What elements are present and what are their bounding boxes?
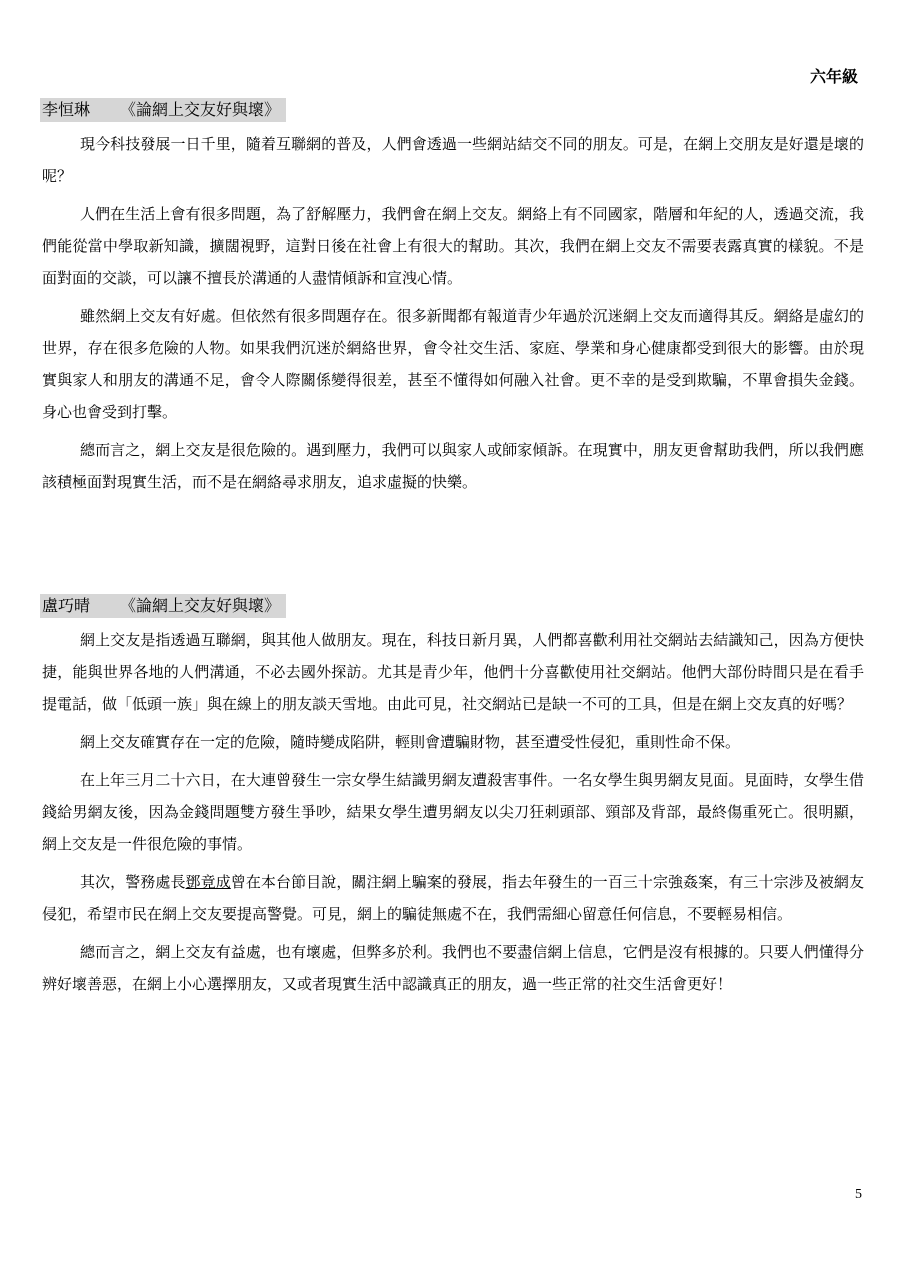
paragraph: [42, 866, 864, 930]
paragraph-text: 其次，警務處長: [80, 873, 186, 891]
author-name: 盧巧晴: [42, 596, 91, 615]
essay-title: 《論網上交友好與壞》: [120, 596, 281, 615]
paragraph: 網上交友確實存在一定的危險，隨時變成陷阱，輕則會遭騙財物，甚至遭受性侵犯，重則性命不保。: [80, 733, 741, 751]
essay-header: [40, 98, 286, 122]
underlined-name: 鄧竟成: [185, 873, 231, 891]
paragraph: 現今科技發展一日千里，隨着互聯網的普及，人們會透過一些網站結交不同的朋友。可是，在網上交朋友是好還是壞的呢？: [42, 135, 864, 185]
essay-title: 《論網上交友好與壞》: [120, 100, 281, 119]
paragraph: 總而言之，網上交友是很危險的。遇到壓力，我們可以與家人或師家傾訴。在現實中，朋友更會幫助我們，所以我們應該積極面對現實生活，而不是在網絡尋求朋友，追求虛擬的快樂。: [42, 441, 864, 491]
paragraph: 在上年三月二十六日，在大連曾發生一宗女學生結識男網友遭殺害事件。一名女學生與男網友見面。見面時，女學生借錢給男網友後，因為金錢問題雙方發生爭吵，結果女學生遭男網友以尖刀狂刺頭部、頸部及背部，最終傷重死亡。很明顯，網上交友是一件很危險的事情。: [42, 771, 864, 853]
grade-label: 六年級: [809, 67, 858, 86]
paragraph: 雖然網上交友有好處。但依然有很多問題存在。很多新聞都有報道青少年過於沉迷網上交友而適得其反。網絡是虛幻的世界，存在很多危險的人物。如果我們沉迷於網絡世界，會令社交生活、家庭、學業和身心健康都受到很大的影響。由於現實與家人和朋友的溝通不足，會令人際關係變得很差，甚至不懂得如何融入社會。更不幸的是受到欺騙，不單會損失金錢。身心也會受到打擊。: [42, 307, 864, 421]
paragraph: 網上交友是指透過互聯網，與其他人做朋友。現在，科技日新月異，人們都喜歡利用社交網站去結識知己，因為方便快捷，能與世界各地的人們溝通，不必去國外探訪。尤其是青少年，他們十分喜歡使用社交網站。他們大部份時間只是在看手提電話，做「低頭一族」與在線上的朋友談天雪地。由此可見，社交網站已是缺一不可的工具，但是在網上交友真的好嗎？: [42, 631, 864, 713]
page-number: 5: [855, 1187, 862, 1202]
essay-li-hanglam: [42, 98, 864, 498]
essay-lo-hauching: [42, 594, 864, 1000]
paragraph: 人們在生活上會有很多問題，為了舒解壓力，我們會在網上交友。網絡上有不同國家，階層和年紀的人，透過交流，我們能從當中學取新知識，擴闊視野，這對日後在社會上有很大的幫助。其次，我們在網上交友不需要表露真實的樣貌。不是面對面的交談，可以讓不擅長於溝通的人盡情傾訴和宣洩心情。: [42, 205, 864, 287]
paragraph-text: 曾在本台節目說，關注網上騙案的發展，指去年發生的一百三十宗強姦案，有三十宗涉及被網友侵犯，希望市民在網上交友要提高警覺。可見，網上的騙徒無處不在，我們需細心留意任何信息，不要輕易相信。: [42, 873, 864, 923]
essay-header: [40, 594, 286, 618]
paragraph: 總而言之，網上交友有益處，也有壞處，但弊多於利。我們也不要盡信網上信息，它們是沒有根據的。只要人們懂得分辨好壞善惡，在網上小心選擇朋友，又或者現實生活中認識真正的朋友，過一些正常的社交生活會更好！: [42, 943, 864, 993]
author-name: 李恒琳: [42, 100, 91, 119]
